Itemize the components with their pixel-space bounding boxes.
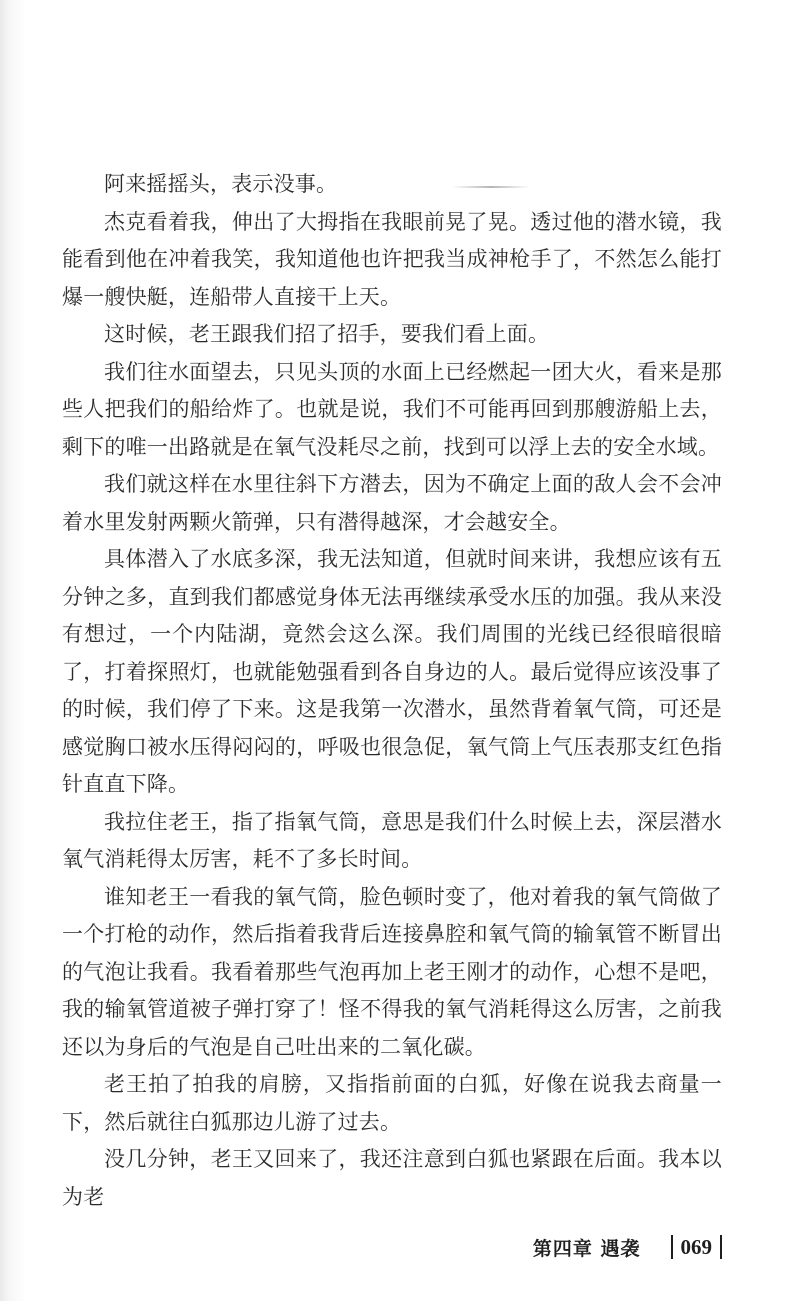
- paragraph: 我拉住老王，指了指氧气筒，意思是我们什么时候上去，深层潜水氧气消耗得太厉害，耗不了多长时间。: [62, 809, 722, 871]
- paragraph: 我们往水面望去，只见头顶的水面上已经燃起一团大火，看来是那些人把我们的船给炸了。也就是说，我们不可能再回到那艘游船上去，剩下的唯一出路就是在氧气没耗尽之前，找到可以浮上去的安全水域。: [62, 359, 722, 459]
- page-number: 069: [680, 1234, 712, 1259]
- footer-divider: [671, 1235, 673, 1259]
- paragraph: 我们就这样在水里往斜下方潜去，因为不确定上面的敌人会不会冲着水里发射两颗火箭弹，只有潜得越深，才会越安全。: [62, 472, 722, 534]
- footer-divider: [720, 1235, 722, 1259]
- paragraph: 没几分钟，老王又回来了，我还注意到白狐也紧跟在后面。我本以为老: [62, 1147, 722, 1209]
- paragraph: 阿来摇摇头，表示没事。: [104, 172, 338, 196]
- body-text: [62, 166, 722, 1216]
- paragraph: 这时候，老王跟我们招了招手，要我们看上面。: [104, 322, 550, 346]
- paragraph: 谁知老王一看我的氧气筒，脸色顿时变了，他对着我的氧气筒做了一个打枪的动作，然后指着我背后连接鼻腔和氧气筒的输氧管不断冒出的气泡让我看。我看着那些气泡再加上老王刚才的动作，心想不是吧，我的输氧管道被子弹打穿了！怪不得我的氧气消耗得这么厉害，之前我还以为身后的气泡是自己吐出来的二氧化碳。: [62, 884, 722, 1059]
- paragraph: 老王拍了拍我的肩膀，又指指前面的白狐，好像在说我去商量一下，然后就往白狐那边儿游了过去。: [62, 1072, 722, 1134]
- page-footer: [533, 1232, 722, 1262]
- paragraph: 杰克看着我，伸出了大拇指在我眼前晃了晃。透过他的潜水镜，我能看到他在冲着我笑，我知道他也许把我当成神枪手了，不然怎么能打爆一艘快艇，连船带人直接干上天。: [62, 209, 722, 309]
- chapter-title: 第四章 遇袭: [532, 1237, 641, 1260]
- paragraph: 具体潜入了水底多深，我无法知道，但就时间来讲，我想应该有五分钟之多，直到我们都感觉身体无法再继续承受水压的加强。我从来没有想过，一个内陆湖，竟然会这么深。我们周围的光线已经很暗很暗了，打着探照灯，也就能勉强看到各自身边的人。最后觉得应该没事了的时候，我们停了下来。这是我第一次潜水，虽然背着氧气筒，可还是感觉胸口被水压得闷闷的，呼吸也很急促，氧气筒上气压表那支红色指针直直下降。: [62, 547, 722, 796]
